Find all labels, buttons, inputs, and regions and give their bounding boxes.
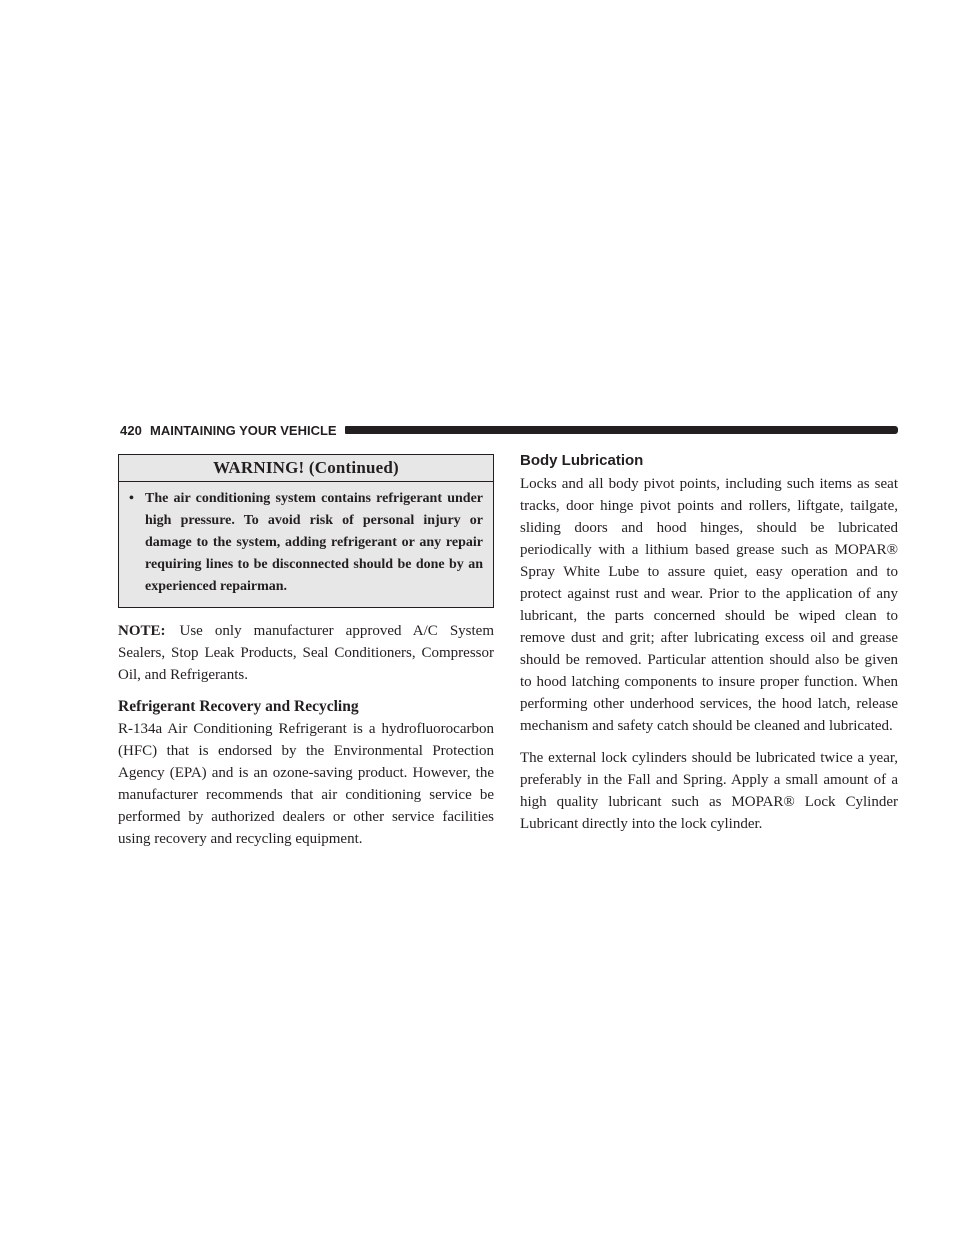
section-title: MAINTAINING YOUR VEHICLE: [150, 422, 337, 438]
header-rule: [345, 426, 898, 434]
note-paragraph: [118, 620, 494, 686]
warning-title: WARNING! (Continued): [119, 455, 493, 482]
warning-text: The air conditioning system contains refrigerant under high pressure. To avoid risk of personal injury or damage to the system, adding refrigerant or any repair requiring lines to be disconnected should be done by an experienced repairman.: [145, 491, 483, 594]
right-column: [520, 451, 898, 835]
note-text: Use only manufacturer approved A/C System Sealers, Stop Leak Products, Seal Conditioners, Compressor Oil, and Refrigerants.: [118, 623, 494, 683]
page-header: [120, 421, 898, 439]
page-number: 420: [120, 422, 142, 438]
body-lubrication-paragraph-1: Locks and all body pivot points, including such items as seat tracks, door hinge pivot points and rollers, liftgate, tailgate, sliding doors and hood hinges, should be lubricated periodically with a lithium based grease such as MOPAR® Spray White Lube to assure quiet, easy operation and to protect against rust and wear. Prior to the application of any lubricant, the parts concerned should be wiped clean to remove dust and grit; after lubricating excess oil and grease should be removed. Particular attention should also be given to hood latching components to insure proper function. When performing other underhood services, the hood latch, release mechanism and safety catch should be cleaned and lubricated.: [520, 476, 898, 734]
recovery-heading: Refrigerant Recovery and Recycling: [118, 698, 359, 715]
warning-box: [118, 454, 494, 608]
body-lubrication-paragraph-2: The external lock cylinders should be lubricated twice a year, preferably in the Fall and Spring. Apply a small amount of a high quality lubricant such as MOPAR® Lock Cylinder Lubricant directly into the lock cylinder.: [520, 750, 898, 832]
recovery-paragraph: R-134a Air Conditioning Refrigerant is a hydrofluorocarbon (HFC) that is endorsed by the Environmental Protection Agency (EPA) and is an ozone-saving product. However, the manufacturer recommends that air conditioning service be performed by authorized dealers or other service facilities using recovery and recycling equipment.: [118, 721, 494, 847]
bullet-icon: •: [129, 491, 134, 506]
body-lubrication-heading: Body Lubrication: [520, 452, 644, 469]
warning-body: [119, 482, 493, 607]
left-column: [118, 454, 494, 850]
note-label: NOTE:: [118, 623, 166, 639]
